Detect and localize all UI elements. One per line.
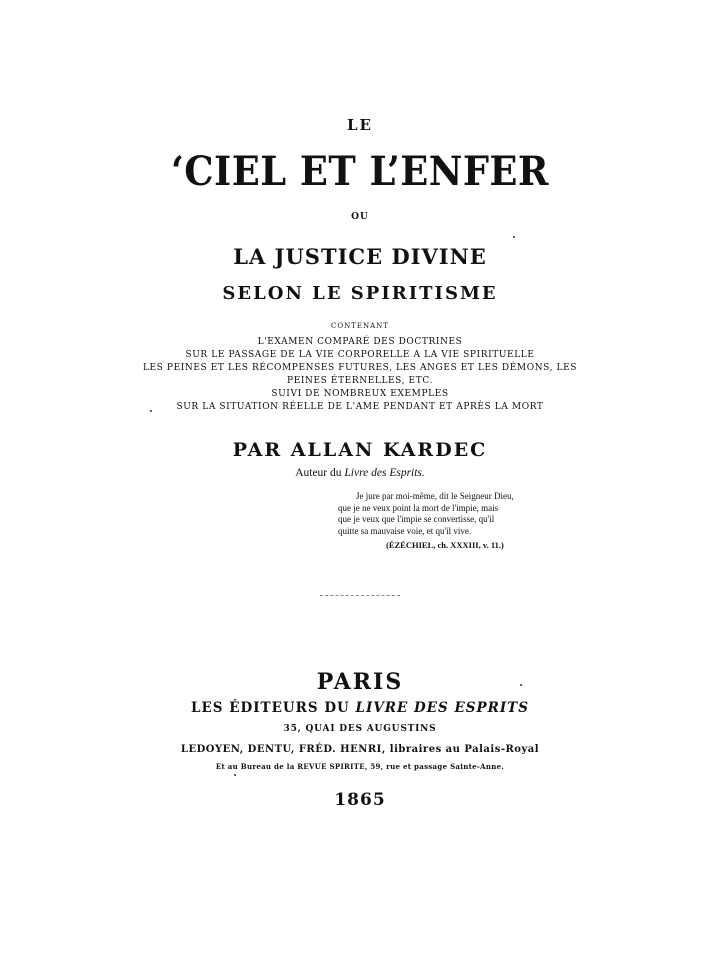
- print-speck: [150, 410, 152, 412]
- epigraph-citation: (ÉZÉCHIEL, ch. XXXIII, v. 11.): [386, 540, 504, 550]
- imprint-address: 35, QUAI DES AUGUSTINS: [283, 724, 437, 734]
- print-speck: [520, 684, 522, 686]
- author-credit-prefix: Auteur du: [295, 467, 342, 479]
- section-divider: [320, 595, 400, 596]
- book-title: ‘CIEL ET L’ENFER: [171, 148, 549, 195]
- contents-line: SUR LE PASSAGE DE LA VIE CORPORELLE A LA VIE SPIRITUELLE: [185, 350, 535, 360]
- title-conjunction: OU: [351, 212, 369, 222]
- epigraph: [338, 491, 538, 552]
- subtitle-justice: LA JUSTICE DIVINE: [233, 244, 487, 269]
- author-credit: [0, 467, 720, 479]
- imprint-city: PARIS: [316, 669, 404, 695]
- imprint-publisher: [0, 700, 720, 716]
- imprint-bureau: Et au Bureau de la REVUE SPIRITE, 59, rue et passage Sainte-Anne.: [215, 762, 505, 771]
- subtitle-spiritisme: SELON LE SPIRITISME: [222, 283, 498, 304]
- publisher-prefix: LES ÉDITEURS DU: [191, 700, 350, 716]
- contents-line: PEINES ÉTERNELLES, ETC.: [287, 376, 433, 386]
- epigraph-line: quitte sa mauvaise voie, et qu'il vive.: [338, 525, 472, 536]
- publisher-work: LIVRE DES ESPRITS: [355, 700, 529, 716]
- author-credit-work: Livre des Esprits.: [344, 467, 425, 479]
- epigraph-line: que je ne veux point la mort de l'impie, mais: [338, 502, 499, 513]
- print-speck: [234, 774, 236, 776]
- contents-line: SUIVI DE NOMBREUX EXEMPLES: [271, 389, 449, 399]
- contents-line: SUR LA SITUATION RÉELLE DE L'AME PENDANT ET APRÈS LA MORT: [176, 402, 544, 412]
- imprint-booksellers: LEDOYEN, DENTU, FRÉD. HENRI, libraires au Palais-Royal: [180, 744, 540, 755]
- title-article: LE: [347, 116, 373, 134]
- contents-intro: CONTENANT: [331, 322, 389, 330]
- imprint-year: 1865: [334, 790, 386, 810]
- author-line: PAR ALLAN KARDEC: [232, 439, 488, 461]
- contents-line: L'EXAMEN COMPARÉ DES DOCTRINES: [257, 337, 463, 347]
- contents-description: [0, 336, 720, 414]
- epigraph-line: Je jure par moi-même, dit le Seigneur Dieu,: [356, 491, 514, 501]
- contents-line: LES PEINES ET LES RÉCOMPENSES FUTURES, LES ANGES ET LES DÉMONS, LES: [142, 363, 578, 373]
- print-speck: [513, 236, 515, 238]
- epigraph-line: que je veux que l'impie se convertisse, qu'il: [338, 514, 495, 524]
